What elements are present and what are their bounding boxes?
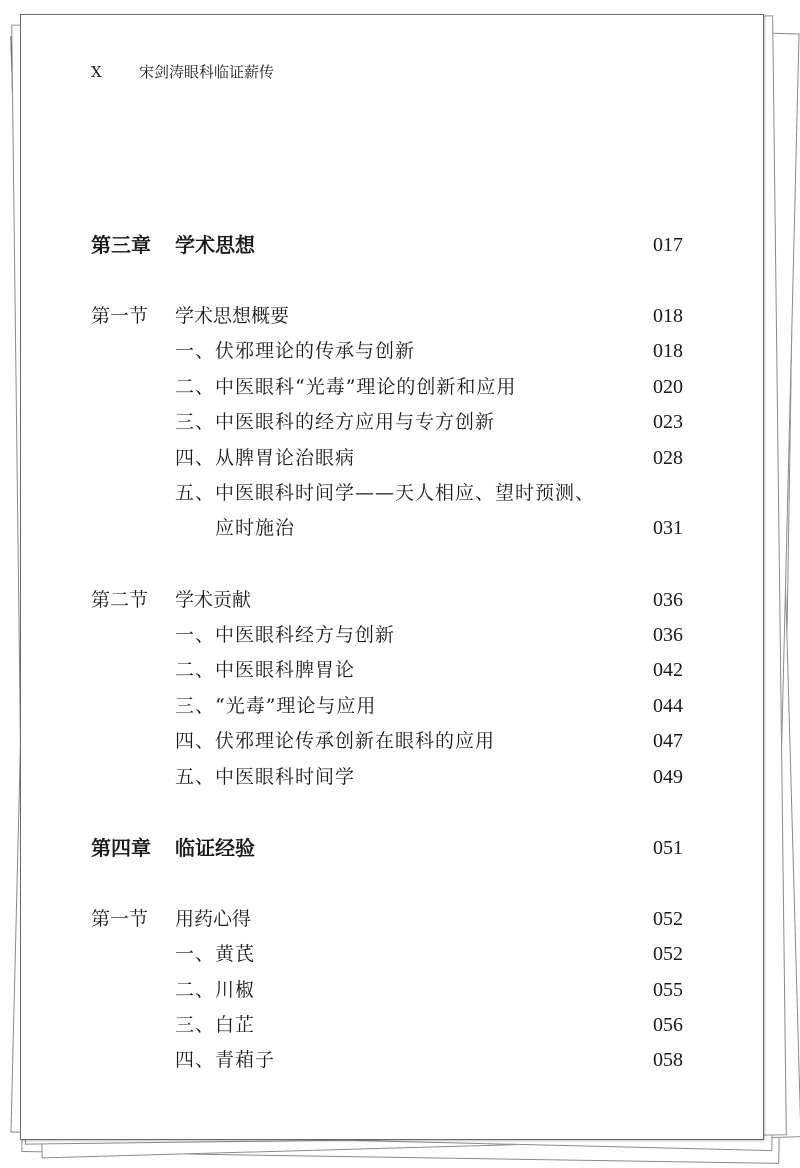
- toc-label: 第一节: [91, 908, 149, 930]
- toc-item[interactable]: [91, 336, 683, 366]
- toc-chapter[interactable]: [91, 833, 683, 863]
- toc-section[interactable]: [91, 904, 683, 934]
- toc-title: 五、中医眼科时间学: [175, 766, 356, 788]
- toc-title: 四、从脾胃论治眼病: [175, 447, 356, 469]
- toc-page-number: 049: [653, 766, 683, 788]
- toc-item[interactable]: [91, 975, 683, 1005]
- toc-chapter[interactable]: [91, 230, 683, 260]
- toc-item[interactable]: [91, 372, 683, 402]
- toc-page-number: 018: [653, 340, 683, 362]
- toc-title: 三、“光毒”理论与应用: [175, 695, 377, 717]
- toc-page-number: 058: [653, 1049, 683, 1071]
- toc-item[interactable]: [91, 1045, 683, 1075]
- toc-item[interactable]: [91, 1010, 683, 1040]
- toc-page-number: 028: [653, 447, 683, 469]
- toc-page-number: 017: [653, 234, 683, 256]
- toc-title: 二、中医眼科脾胃论: [175, 659, 356, 681]
- toc-page-number: 056: [653, 1014, 683, 1036]
- toc-title: 临证经验: [175, 836, 255, 860]
- toc-page-number: 020: [653, 376, 683, 398]
- toc-title: 二、川椒: [175, 979, 256, 1001]
- toc-label: 第四章: [91, 836, 151, 860]
- toc-page-number: 044: [653, 695, 683, 717]
- toc-title: 用药心得: [175, 908, 252, 930]
- toc-label: 第三章: [91, 233, 151, 257]
- toc-page-number: 042: [653, 659, 683, 681]
- toc-item[interactable]: [91, 939, 683, 969]
- toc-title: 一、黄芪: [175, 943, 256, 965]
- page-number: X: [91, 63, 102, 81]
- toc-title: 二、中医眼科“光毒”理论的创新和应用: [175, 376, 517, 398]
- toc-item-continuation[interactable]: [91, 513, 683, 543]
- toc-item[interactable]: [91, 655, 683, 685]
- toc-page-number: 052: [653, 908, 683, 930]
- toc-title: 三、白芷: [175, 1014, 256, 1036]
- toc-item[interactable]: [91, 726, 683, 756]
- toc-page-number: 036: [653, 589, 683, 611]
- toc-item[interactable]: [91, 478, 683, 508]
- toc-item[interactable]: [91, 620, 683, 650]
- book-page: [20, 14, 764, 1140]
- toc-page-number: 031: [653, 517, 683, 539]
- toc-title: 四、青葙子: [175, 1049, 276, 1071]
- toc-page-number: 023: [653, 411, 683, 433]
- book-title: 宋剑涛眼科临证薪传: [139, 63, 275, 81]
- toc-title: 学术贡献: [175, 589, 252, 611]
- toc-title: 五、中医眼科时间学——天人相应、望时预测、: [175, 482, 596, 504]
- toc-page-number: 051: [653, 837, 683, 859]
- running-header: [91, 61, 274, 82]
- toc-label: 第一节: [91, 305, 149, 327]
- toc-page-number: 055: [653, 979, 683, 1001]
- toc-title: 应时施治: [215, 517, 296, 539]
- toc-label: 第二节: [91, 589, 149, 611]
- toc-page-number: 018: [653, 305, 683, 327]
- toc-item[interactable]: [91, 443, 683, 473]
- toc-title: 一、中医眼科经方与创新: [175, 624, 396, 646]
- toc-title: 四、伏邪理论传承创新在眼科的应用: [175, 730, 496, 752]
- toc-item[interactable]: [91, 407, 683, 437]
- toc-page-number: 047: [653, 730, 683, 752]
- toc-section[interactable]: [91, 301, 683, 331]
- toc-page-number: 052: [653, 943, 683, 965]
- toc-page-number: 036: [653, 624, 683, 646]
- toc-title: 学术思想: [175, 233, 255, 257]
- toc-item[interactable]: [91, 691, 683, 721]
- toc-title: 三、中医眼科的经方应用与专方创新: [175, 411, 496, 433]
- toc-section[interactable]: [91, 585, 683, 615]
- toc-title: 一、伏邪理论的传承与创新: [175, 340, 416, 362]
- toc-title: 学术思想概要: [175, 305, 290, 327]
- toc-item[interactable]: [91, 762, 683, 792]
